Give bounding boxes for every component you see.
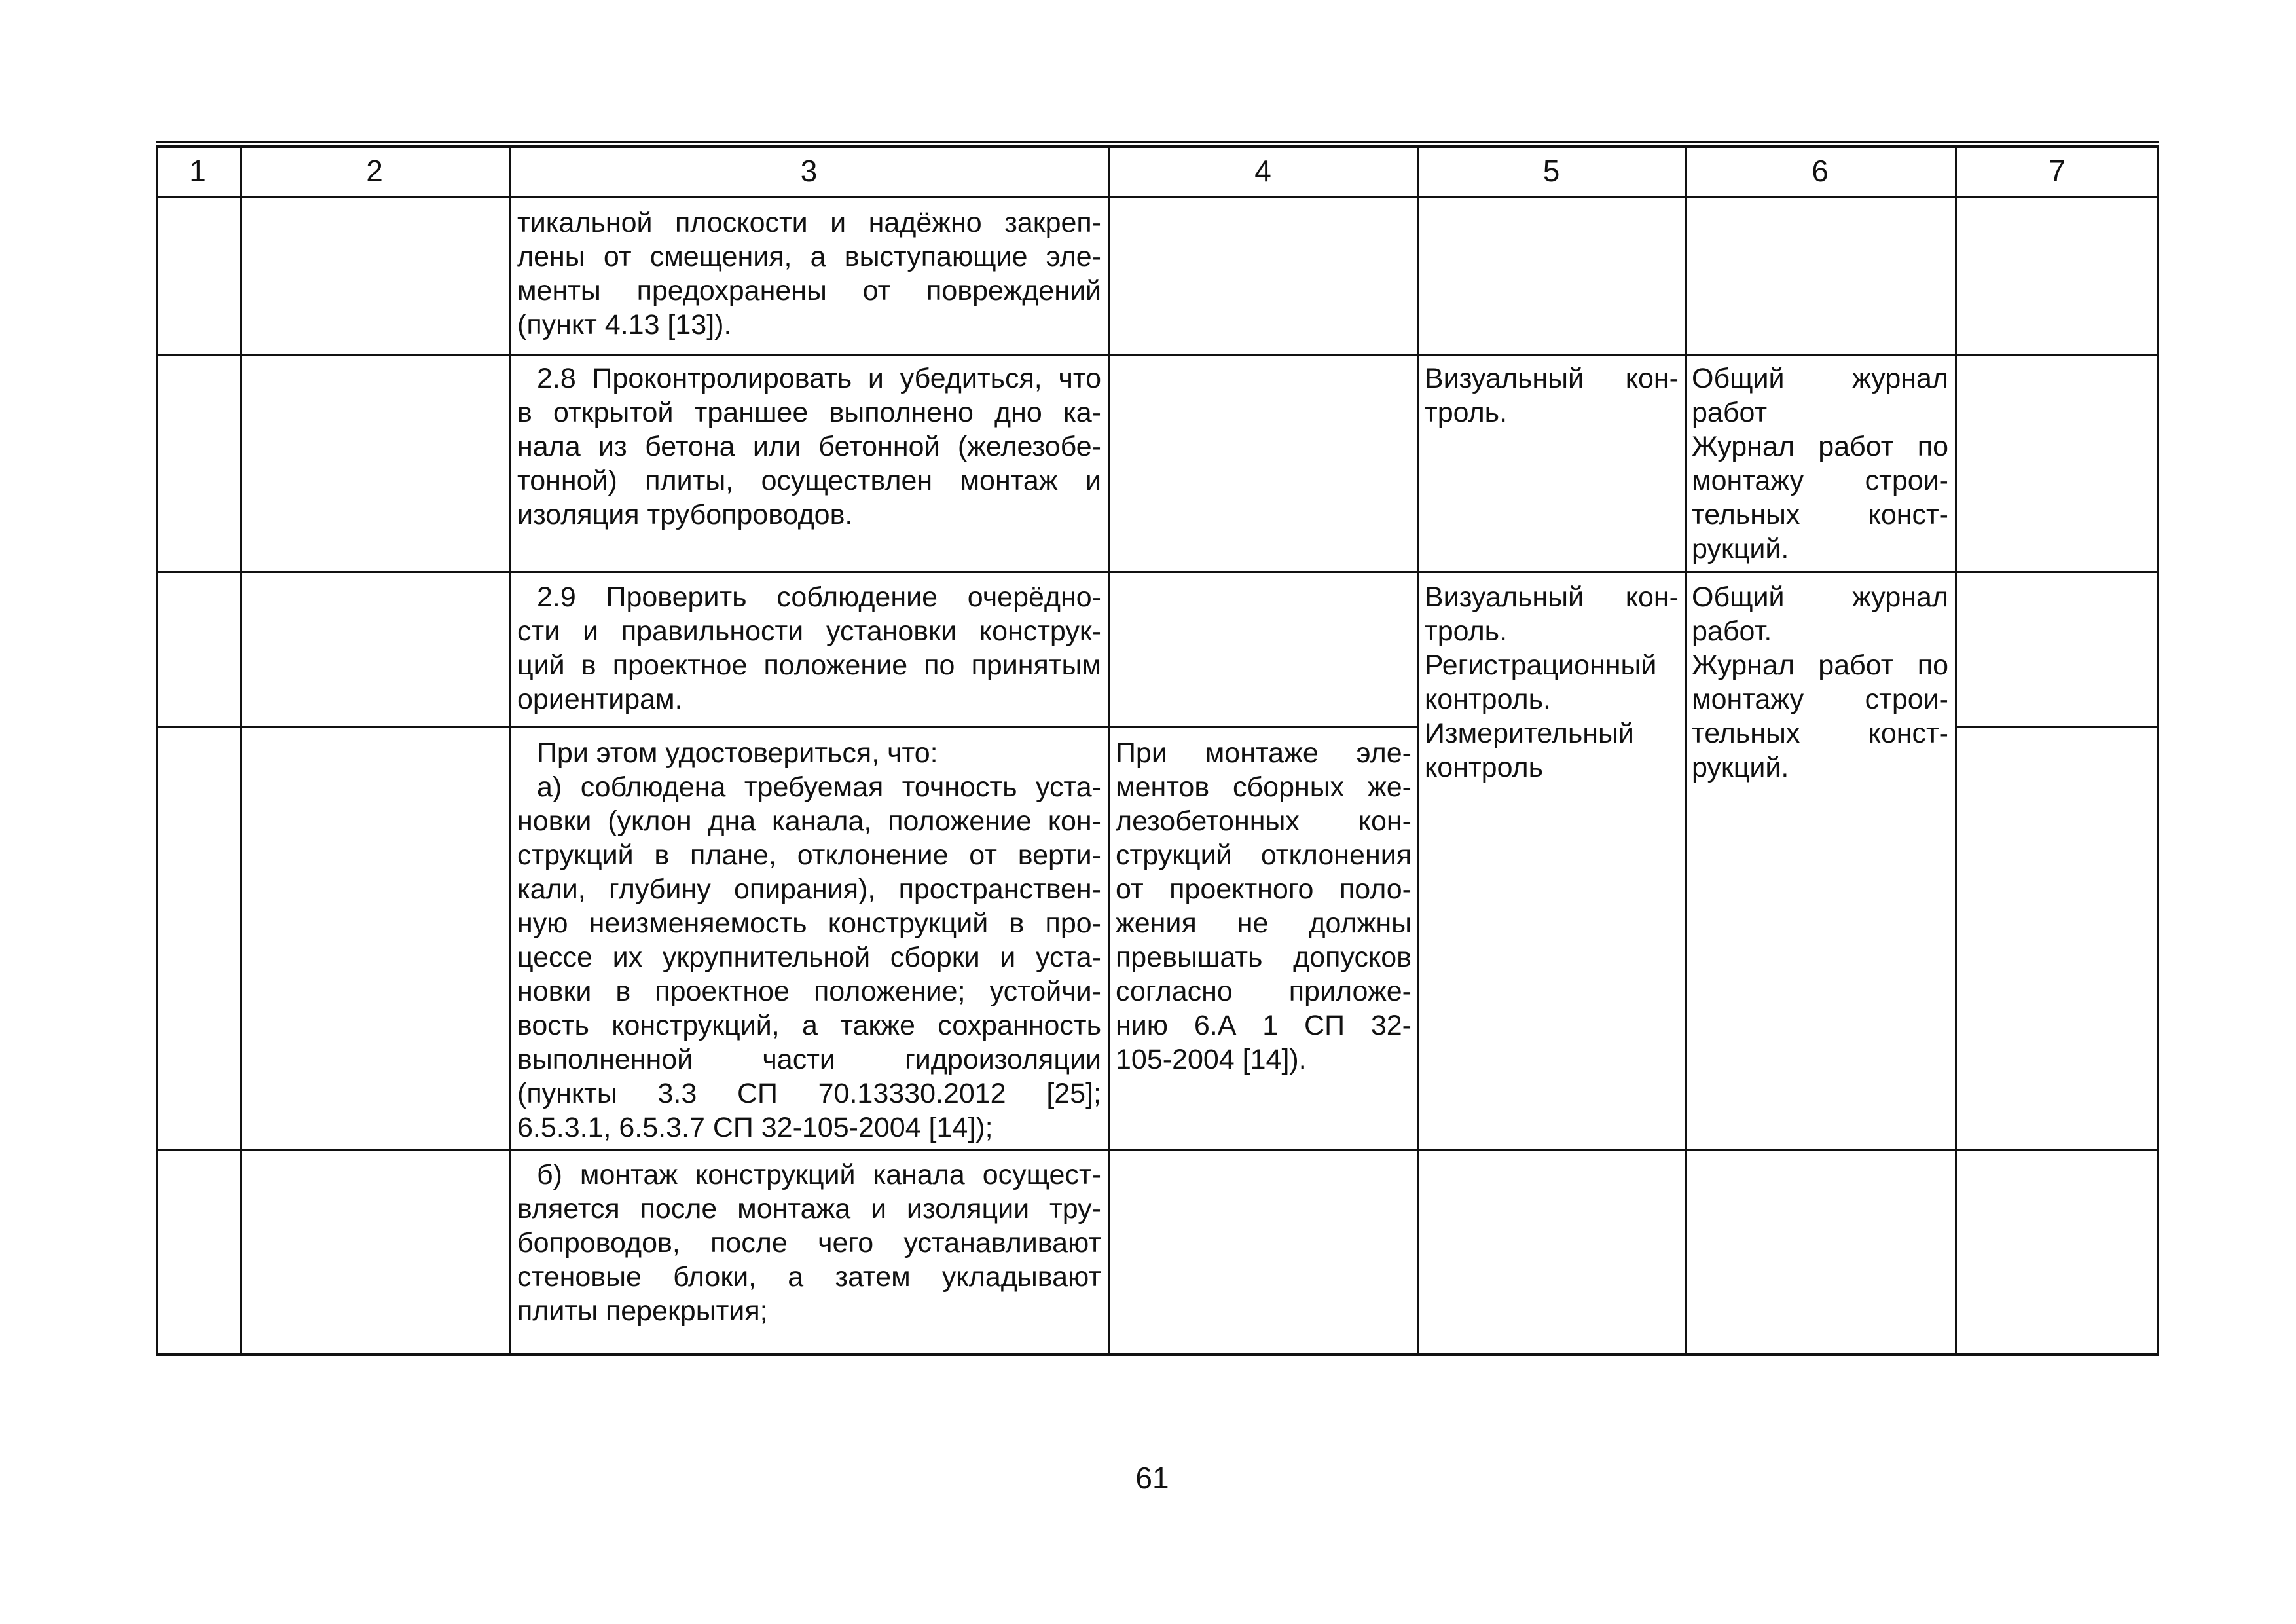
column-divider bbox=[1955, 145, 1957, 1356]
row-divider bbox=[156, 571, 2159, 573]
column-header: 7 bbox=[2049, 154, 2066, 188]
table-cell-requirement: б) монтаж конструкций канала осущест- вляется после монтажа и изоляции тру- бопроводов, после чего устанавливают стеновые блоки, а затем укладывают плиты перекрытия; bbox=[517, 1159, 1101, 1327]
header-divider bbox=[156, 196, 2159, 198]
column-header: 3 bbox=[800, 154, 818, 188]
column-divider bbox=[1685, 145, 1687, 1356]
table-cell-requirement: При этом удостовериться, что: а) соблюдена требуемая точность уста- новки (уклон дна канала, положение кон- струкций в плане, отклонение от верти- кали, глубину опирания), пространствен- ную неизменяемость конструкций в про- цессе их укрупнительной сборки и уста- новки в проектное положение; устойчи- вость конструкций, а также сохранность выполненной части гидроизоляции (пункты 3.3 СП 70.13330.2012 [25]; 6.5.3.1, 6.5.3.7 СП 32-105-2004 [14]); bbox=[517, 737, 1101, 1143]
column-header: 1 bbox=[189, 154, 206, 188]
row-divider bbox=[156, 726, 1417, 728]
table-cell-requirement: 2.9 Проверить соблюдение очерёдно- сти и правильности установки конструк- ций в проектное положение по принятым ориентирам. bbox=[517, 581, 1101, 715]
table-cell-requirement: 2.8 Проконтролировать и убедиться, что в открытой траншее выполнено дно ка- нала из бетона или бетонной (железобе- тонной) плиты, осуществлен монтаж и изоляция трубопроводов. bbox=[517, 363, 1101, 530]
table-cell-document: Общий журнал работ. Журнал работ по монтажу строи- тельных конст- рукций. bbox=[1692, 581, 1948, 783]
column-header: 4 bbox=[1254, 154, 1271, 188]
column-header: 2 bbox=[366, 154, 383, 188]
row-divider bbox=[156, 354, 2159, 356]
row-divider bbox=[156, 1149, 2159, 1151]
table-cell-tolerance: При монтаже эле- ментов сборных же- лезобетонных кон- струкций отклонения от проектного поло- жения не должны превышать допусков согласно приложе- нию 6.А 1 СП 32- 105-2004 [14]). bbox=[1116, 737, 1412, 1075]
table-cell-document: Общий журнал работ Журнал работ по монтажу строи- тельных конст- рукций. bbox=[1692, 363, 1948, 564]
standards-table bbox=[156, 145, 2159, 1356]
column-header: 6 bbox=[1812, 154, 1829, 188]
column-divider bbox=[1108, 145, 1110, 1356]
page-number: 61 bbox=[1135, 1461, 1169, 1495]
table-cell-control-method: Визуальный кон- троль. bbox=[1425, 363, 1679, 428]
row-divider bbox=[1955, 726, 2159, 728]
column-divider bbox=[509, 145, 511, 1356]
column-divider bbox=[240, 145, 242, 1356]
column-header: 5 bbox=[1542, 154, 1560, 188]
table-top-rule bbox=[156, 141, 2159, 143]
column-divider bbox=[1417, 145, 1419, 1356]
table-cell-requirement: тикальной плоскости и надёжно закреп- лены от смещения, а выступающие эле- менты предохранены от повреждений (пункт 4.13 [13]). bbox=[517, 207, 1101, 341]
table-cell-control-method: Визуальный кон- троль. Регистрационный контроль. Измерительный контроль bbox=[1425, 581, 1679, 783]
